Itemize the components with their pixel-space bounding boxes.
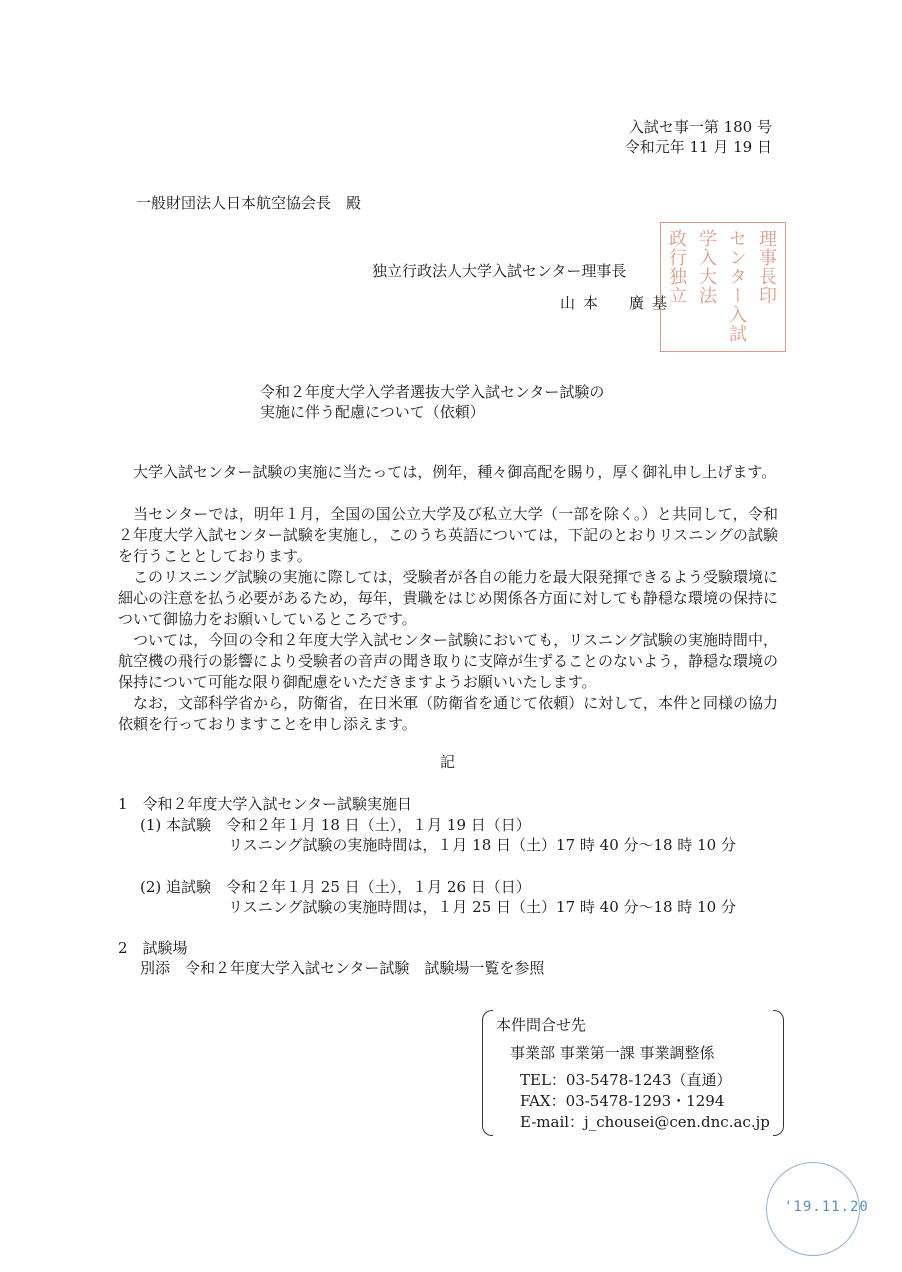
contact-tel: TEL：03-5478-1243（直通） <box>520 1071 732 1089</box>
bracket-left <box>482 1010 493 1136</box>
addressee: 一般財団法人日本航空協会長 殿 <box>136 194 362 212</box>
received-stamp-date: '19.11.20 <box>784 1199 869 1215</box>
body-paragraph: なお，文部科学省から，防衛省，在日米軍（防衛省を通じて依頼）に対して，本件と同様の協力依頼を行っておりますことを申し添えます。 <box>118 694 778 733</box>
document-number: 入試セ事一第 180 号 <box>628 118 772 136</box>
main-exam-dates: (1) 本試験 令和２年１月 18 日（土），１月 19 日（日） <box>140 816 531 834</box>
additional-exam-listening-time: リスニング試験の実施時間は，１月 25 日（土）17 時 40 分～18 時 10 分 <box>228 898 736 916</box>
contact-fax: FAX：03-5478-1293・1294 <box>520 1092 725 1110</box>
bracket-right <box>773 1010 784 1136</box>
section-2-body: 別添 令和２年度大学入試センター試験 試験場一覧を参照 <box>140 959 545 977</box>
ki-heading: 記 <box>440 753 456 771</box>
seal-column: 政行独立 <box>666 229 687 305</box>
body-paragraph: ついては，今回の令和２年度大学入試センター試験においても，リスニング試験の実施時間中，航空機の飛行の影響により受験者の音声の聞き取りに支障が生ずることのないよう，静穏な環境の保持について可能な限り御配慮をいただきますようお願いいたします。 <box>118 631 779 691</box>
contact-email[interactable]: E-mail：j_chousei@cen.dnc.ac.jp <box>520 1113 770 1131</box>
document-date: 令和元年 11 月 19 日 <box>624 138 772 156</box>
additional-exam-dates: (2) 追試験 令和２年１月 25 日（土），１月 26 日（日） <box>140 878 531 896</box>
contact-title: 本件問合せ先 <box>496 1016 587 1034</box>
subject-line-1: 令和２年度大学入学者選抜大学入試センター試験の <box>260 383 605 401</box>
sender-organization: 独立行政法人大学入試センター理事長 <box>372 262 627 280</box>
contact-department: 事業部 事業第一課 事業調整係 <box>510 1044 715 1062</box>
sender-name: 山本 廣基 <box>560 294 676 312</box>
seal-column: 理事長印 <box>756 229 777 305</box>
body-paragraph: このリスニング試験の実施に際しては，受験者が各自の能力を最大限発揮できるよう受験環境に細心の注意を払う必要があるため，毎年，貴職をはじめ関係各方面に対しても静穏な環境の保持について御協力をお願いしているところです。 <box>118 568 778 628</box>
body-paragraph: 大学入試センター試験の実施に当たっては，例年，種々御高配を賜り，厚く御礼申し上げます。 <box>133 463 777 481</box>
main-exam-listening-time: リスニング試験の実施時間は，１月 18 日（土）17 時 40 分～18 時 10 分 <box>228 836 736 854</box>
official-seal <box>660 222 786 352</box>
section-2-title: 2 試験場 <box>118 939 188 957</box>
section-1-title: 1 令和２年度大学入試センター試験実施日 <box>118 795 412 813</box>
seal-column: センター入試 <box>726 229 747 343</box>
subject-line-2: 実施に伴う配慮について（依頼） <box>260 403 485 421</box>
seal-column: 学入大法 <box>696 229 717 305</box>
body-paragraph: 当センターでは，明年１月，全国の国公立大学及び私立大学（一部を除く。）と共同して，令和２年度大学入試センター試験を実施し，このうち英語については，下記のとおりリスニングの試験を行うこととしております。 <box>118 505 778 565</box>
